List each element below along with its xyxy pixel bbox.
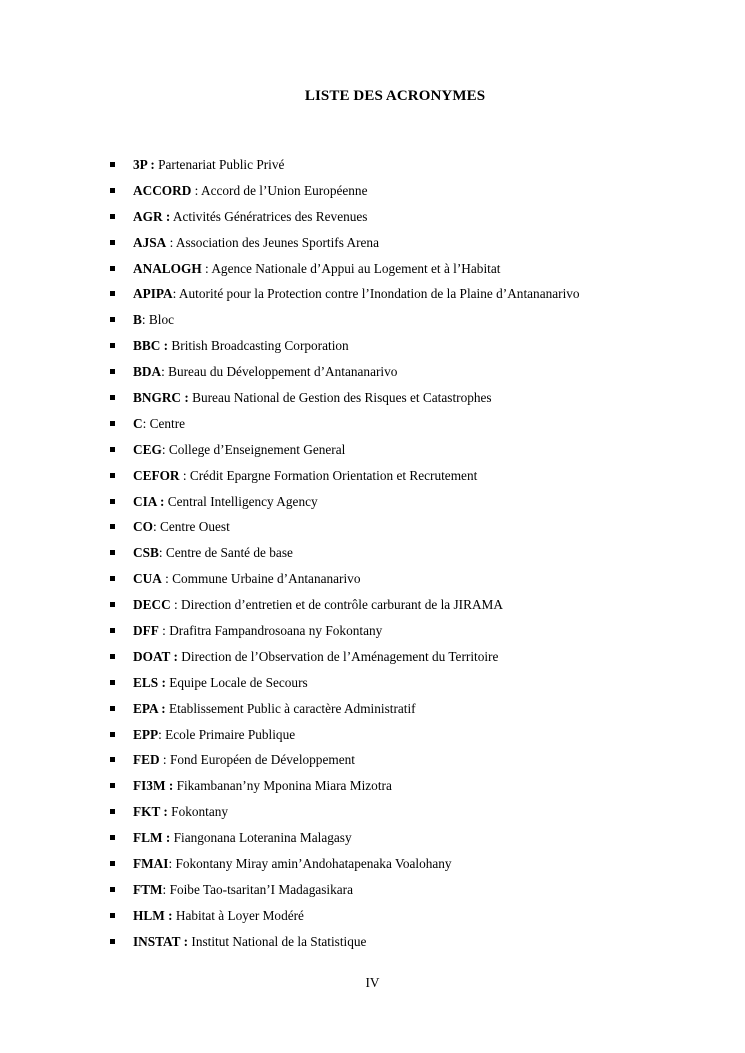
square-bullet-icon (110, 291, 115, 296)
acronym-entry (133, 207, 367, 227)
square-bullet-icon (110, 447, 115, 452)
acronym-abbreviation: ACCORD (133, 182, 192, 198)
acronym-definition: : Association des Jeunes Sportifs Arena (166, 234, 379, 250)
acronym-entry (133, 181, 368, 201)
acronym-abbreviation: BBC : (133, 338, 169, 354)
square-bullet-icon (110, 473, 115, 478)
acronym-abbreviation: FLM : (133, 830, 171, 846)
acronym-entry (133, 492, 318, 512)
acronym-definition: Habitat à Loyer Modéré (172, 907, 304, 923)
acronym-abbreviation: FED (133, 752, 160, 768)
acronym-abbreviation: FTM (133, 881, 163, 897)
acronym-entry (133, 543, 293, 563)
acronym-definition: : Accord de l’Union Européenne (191, 182, 368, 198)
square-bullet-icon (110, 654, 115, 659)
acronym-definition: : Autorité pour la Protection contre l’Inondation de la Plaine d’Antananarivo (172, 286, 580, 302)
square-bullet-icon (110, 317, 115, 322)
acronym-entry (133, 336, 349, 356)
acronym-abbreviation: EPA : (133, 700, 166, 716)
acronym-abbreviation: INSTAT : (133, 933, 189, 949)
acronym-abbreviation: FI3M : (133, 778, 174, 794)
acronym-entry (133, 440, 345, 460)
square-bullet-icon (110, 732, 115, 737)
acronym-definition: : College d’Enseignement General (161, 441, 346, 457)
acronym-abbreviation: HLM : (133, 907, 173, 923)
square-bullet-icon (110, 266, 115, 271)
acronym-definition: : Direction d’entretien et de contrôle carburant de la JIRAMA (170, 597, 503, 613)
acronym-definition: : Fokontany Miray amin’Andohatapenaka Voalohany (168, 856, 452, 872)
square-bullet-icon (110, 602, 115, 607)
acronym-definition: Etablissement Public à caractère Administratif (165, 700, 416, 716)
square-bullet-icon (110, 913, 115, 918)
square-bullet-icon (110, 783, 115, 788)
square-bullet-icon (110, 576, 115, 581)
acronym-entry (133, 259, 500, 279)
square-bullet-icon (110, 628, 115, 633)
acronym-abbreviation: AGR : (133, 208, 171, 224)
acronym-definition: : Crédit Epargne Formation Orientation et Recrutement (179, 467, 478, 483)
square-bullet-icon (110, 343, 115, 348)
square-bullet-icon (110, 188, 115, 193)
acronym-entry (133, 802, 228, 822)
acronym-abbreviation: BNGRC : (133, 390, 189, 406)
acronym-entry (133, 233, 379, 253)
acronym-definition: British Broadcasting Corporation (168, 338, 349, 354)
acronym-abbreviation: 3P : (133, 157, 155, 172)
square-bullet-icon (110, 706, 115, 711)
acronym-entry (133, 750, 355, 770)
acronym-entry (133, 880, 353, 900)
acronym-entry (133, 854, 452, 874)
acronym-entry (133, 621, 382, 641)
acronym-entry (133, 517, 230, 537)
page-title: LISTE DES ACRONYMES (304, 88, 486, 104)
acronym-definition: Fokontany (167, 804, 229, 820)
acronym-abbreviation: CSB (133, 545, 159, 561)
acronym-entry (133, 725, 295, 745)
acronym-entry (133, 310, 174, 330)
square-bullet-icon (110, 887, 115, 892)
acronym-definition: : Foibe Tao-tsaritan’I Madagasikara (162, 881, 354, 897)
page-number: IV (365, 975, 380, 990)
acronym-entry (133, 828, 352, 848)
square-bullet-icon (110, 499, 115, 504)
acronym-definition: Direction de l’Observation de l’Aménagement du Territoire (177, 648, 499, 664)
acronym-entry (133, 776, 392, 796)
acronym-definition: Fiangonana Loteranina Malagasy (170, 830, 352, 846)
acronym-definition: : Fond Européen de Développement (159, 752, 355, 768)
square-bullet-icon (110, 524, 115, 529)
square-bullet-icon (110, 680, 115, 685)
acronym-entry (133, 466, 477, 486)
acronym-entry (133, 932, 366, 952)
acronym-abbreviation: CUA (133, 571, 162, 587)
acronym-abbreviation: B (133, 312, 142, 328)
square-bullet-icon (110, 214, 115, 219)
acronym-definition: Partenariat Public Privé (154, 157, 285, 172)
acronym-abbreviation: CEFOR (133, 467, 180, 483)
acronym-abbreviation: C (133, 415, 143, 431)
acronym-abbreviation: CEG (133, 441, 162, 457)
acronym-abbreviation: ANALOGH (133, 260, 202, 276)
acronym-abbreviation: DOAT : (133, 648, 178, 664)
square-bullet-icon (110, 757, 115, 762)
acronym-entry (133, 388, 492, 408)
acronym-abbreviation: APIPA (133, 286, 173, 302)
acronym-definition: : Bureau du Développement d’Antananarivo (161, 364, 398, 380)
square-bullet-icon (110, 369, 115, 374)
acronym-entry (133, 569, 360, 589)
acronym-entry (133, 284, 580, 304)
acronym-entry (133, 673, 308, 693)
acronym-definition: : Agence Nationale d’Appui au Logement et à l’Habitat (201, 260, 501, 276)
acronym-definition: Bureau National de Gestion des Risques et Catastrophes (188, 390, 492, 406)
acronym-definition: : Ecole Primaire Publique (158, 726, 296, 742)
acronym-definition: : Commune Urbaine d’Antananarivo (161, 571, 361, 587)
square-bullet-icon (110, 550, 115, 555)
square-bullet-icon (110, 861, 115, 866)
acronym-definition: Institut National de la Statistique (188, 933, 367, 949)
square-bullet-icon (110, 421, 115, 426)
acronym-entry (133, 155, 284, 175)
acronym-entry (133, 906, 304, 926)
acronym-entry (133, 414, 185, 434)
acronym-abbreviation: DECC (133, 597, 171, 613)
acronym-entry (133, 647, 498, 667)
acronym-abbreviation: DFF (133, 623, 159, 639)
square-bullet-icon (110, 395, 115, 400)
acronym-abbreviation: AJSA (133, 234, 167, 250)
acronym-definition: Central Intelligency Agency (164, 493, 318, 509)
square-bullet-icon (110, 809, 115, 814)
acronym-definition: Activités Génératrices des Revenues (170, 208, 368, 224)
acronym-definition: Equipe Locale de Secours (165, 674, 308, 690)
square-bullet-icon (110, 835, 115, 840)
acronym-abbreviation: CO (133, 519, 153, 535)
acronym-abbreviation: CIA : (133, 493, 165, 509)
square-bullet-icon (110, 162, 115, 167)
acronym-definition: : Centre de Santé de base (158, 545, 293, 561)
square-bullet-icon (110, 240, 115, 245)
acronym-definition: : Drafitra Fampandrosoana ny Fokontany (158, 623, 383, 639)
square-bullet-icon (110, 939, 115, 944)
acronym-entry (133, 699, 416, 719)
acronym-definition: : Centre Ouest (152, 519, 230, 535)
acronym-abbreviation: BDA (133, 364, 162, 380)
acronym-entry (133, 362, 397, 382)
acronym-entry (133, 595, 503, 615)
acronym-abbreviation: EPP (133, 726, 159, 742)
acronym-definition: : Bloc (141, 312, 175, 328)
acronym-abbreviation: FMAI (133, 856, 169, 872)
acronym-abbreviation: ELS : (133, 674, 166, 690)
acronym-definition: Fikambanan’ny Mponina Miara Mizotra (173, 778, 392, 794)
acronym-definition: : Centre (142, 415, 186, 431)
acronym-abbreviation: FKT : (133, 804, 168, 820)
